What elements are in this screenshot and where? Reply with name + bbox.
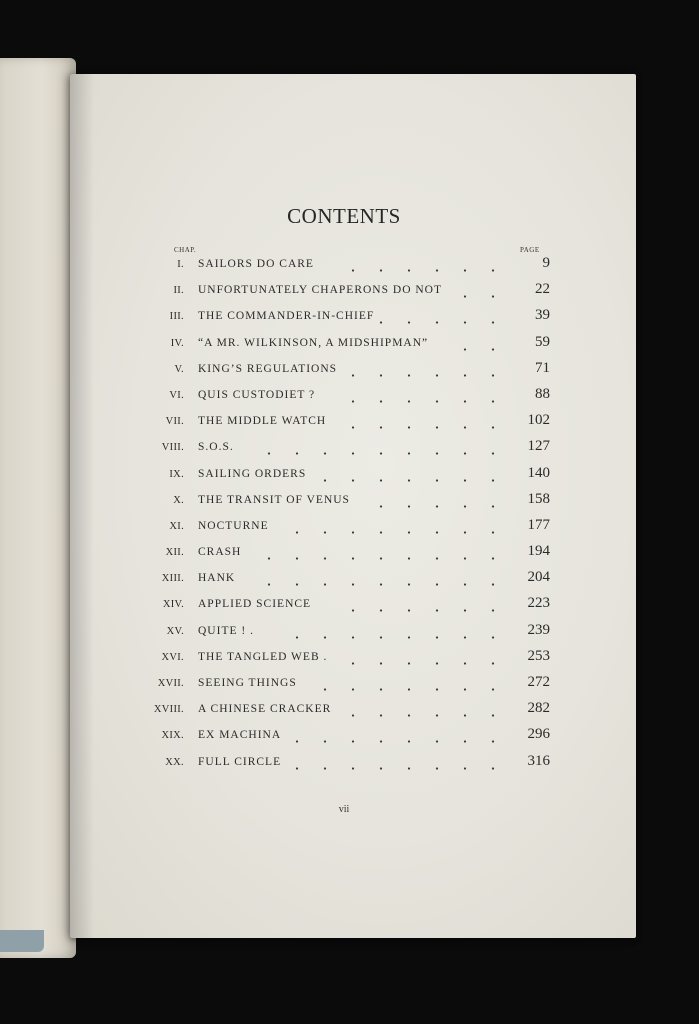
- chapter-number: XIX.: [161, 730, 184, 742]
- chapter-page-number: 282: [527, 700, 550, 717]
- toc-row: [0, 463, 699, 489]
- chapter-number: IV.: [170, 337, 184, 349]
- toc-row: [0, 358, 699, 384]
- toc-row: [0, 751, 699, 777]
- dot-leader: [326, 426, 507, 429]
- chapter-title: THE COMMANDER-IN-CHIEF: [198, 310, 375, 323]
- chapter-page-number: 204: [527, 569, 550, 586]
- chapter-page-number: 39: [535, 307, 550, 324]
- chapter-number: XIII.: [161, 573, 184, 585]
- dot-leader: [276, 636, 507, 639]
- chapter-page-number: 194: [527, 543, 550, 560]
- chapter-page-number: 296: [527, 726, 550, 743]
- chapter-page-number: 158: [527, 490, 550, 507]
- contents-list: [0, 253, 699, 777]
- chapter-page-number: 102: [527, 412, 550, 429]
- chapter-number: I.: [177, 259, 184, 270]
- toc-row: [0, 410, 699, 436]
- toc-row: [0, 436, 699, 462]
- toc-row: [0, 724, 699, 750]
- dot-leader: [350, 662, 507, 665]
- chapter-title: QUITE ! .: [198, 624, 254, 637]
- chapter-title: FULL CIRCLE: [198, 755, 282, 768]
- chapter-column-header: CHAP.: [174, 246, 197, 254]
- chapter-number: XVIII.: [153, 704, 184, 716]
- book-cover-edge: [0, 930, 44, 952]
- chapter-page-number: 9: [542, 255, 550, 271]
- dot-leader: [458, 348, 507, 351]
- chapter-title: THE TANGLED WEB .: [198, 650, 328, 663]
- chapter-title: HANK: [198, 572, 236, 585]
- dot-leader: [318, 479, 507, 482]
- dot-leader: [336, 400, 507, 403]
- chapter-page-number: 239: [527, 621, 550, 638]
- dot-leader: [294, 767, 507, 770]
- chapter-number: XIV.: [162, 599, 184, 611]
- page-column-header: PAGE: [520, 246, 540, 254]
- toc-row: [0, 541, 699, 567]
- chapter-number: IX.: [169, 468, 184, 480]
- chapter-number: XVII.: [157, 678, 184, 689]
- dot-leader: [246, 583, 507, 586]
- chapter-page-number: 140: [527, 464, 550, 481]
- chapter-title: NOCTURNE: [198, 519, 269, 532]
- toc-row: [0, 489, 699, 515]
- dot-leader: [248, 557, 507, 560]
- dot-leader: [446, 295, 507, 298]
- chapter-number: V.: [174, 363, 184, 375]
- chapter-title: THE MIDDLE WATCH: [198, 415, 327, 428]
- toc-row: [0, 384, 699, 410]
- dot-leader: [328, 609, 507, 612]
- chapter-number: XII.: [165, 547, 184, 559]
- dot-leader: [296, 740, 507, 743]
- chapter-page-number: 223: [527, 595, 550, 612]
- dot-leader: [338, 269, 507, 272]
- chapter-title: QUIS CUSTODIET ?: [198, 388, 316, 401]
- chapter-number: II.: [173, 285, 184, 297]
- toc-row: [0, 305, 699, 331]
- chapter-title: UNFORTUNATELY CHAPERONS DO NOT: [198, 284, 443, 297]
- chapter-title: THE TRANSIT OF VENUS: [198, 493, 350, 506]
- dot-leader: [348, 374, 507, 377]
- toc-row: [0, 672, 699, 698]
- chapter-title: KING’S REGULATIONS: [198, 362, 338, 375]
- toc-row: [0, 593, 699, 619]
- chapter-title: CRASH: [198, 546, 242, 559]
- chapter-page-number: 71: [535, 359, 550, 376]
- chapter-title: S.O.S.: [198, 441, 234, 454]
- chapter-title: APPLIED SCIENCE: [198, 598, 312, 611]
- chapter-title: SAILING ORDERS: [198, 467, 307, 480]
- chapter-number: XV.: [166, 625, 184, 637]
- toc-row: [0, 620, 699, 646]
- chapter-page-number: 316: [527, 752, 550, 769]
- page-folio: vii: [338, 804, 350, 815]
- chapter-number: VII.: [165, 416, 184, 428]
- chapter-title: SEEING THINGS: [198, 677, 297, 689]
- toc-row: [0, 332, 699, 358]
- chapter-page-number: 253: [527, 647, 550, 664]
- toc-row: [0, 253, 699, 279]
- chapter-title: A CHINESE CRACKER: [198, 703, 332, 716]
- dot-leader: [282, 531, 507, 534]
- chapter-number: VIII.: [161, 442, 184, 454]
- toc-row: [0, 646, 699, 672]
- chapter-number: VI.: [169, 389, 184, 401]
- dot-leader: [350, 714, 507, 717]
- chapter-number: XVI.: [161, 651, 184, 663]
- chapter-page-number: 177: [527, 516, 550, 533]
- chapter-number: III.: [169, 311, 184, 323]
- dot-leader: [250, 452, 507, 455]
- chapter-page-number: 127: [527, 438, 550, 455]
- chapter-number: X.: [173, 494, 184, 506]
- page-title: CONTENTS: [287, 204, 401, 228]
- toc-row: [0, 279, 699, 305]
- chapter-title: EX MACHINA: [198, 729, 282, 742]
- chapter-page-number: 59: [535, 333, 550, 350]
- chapter-title: SAILORS DO CARE: [198, 258, 314, 270]
- chapter-page-number: 272: [527, 674, 550, 690]
- chapter-page-number: 22: [535, 281, 550, 298]
- dot-leader: [314, 688, 507, 691]
- dot-leader: [376, 321, 507, 324]
- chapter-number: XI.: [169, 520, 184, 532]
- chapter-number: XX.: [165, 756, 184, 768]
- toc-row: [0, 567, 699, 593]
- toc-row: [0, 515, 699, 541]
- chapter-page-number: 88: [535, 385, 550, 402]
- chapter-title: “A MR. WILKINSON, A MIDSHIPMAN”: [198, 336, 429, 349]
- toc-row: [0, 698, 699, 724]
- dot-leader: [378, 505, 507, 508]
